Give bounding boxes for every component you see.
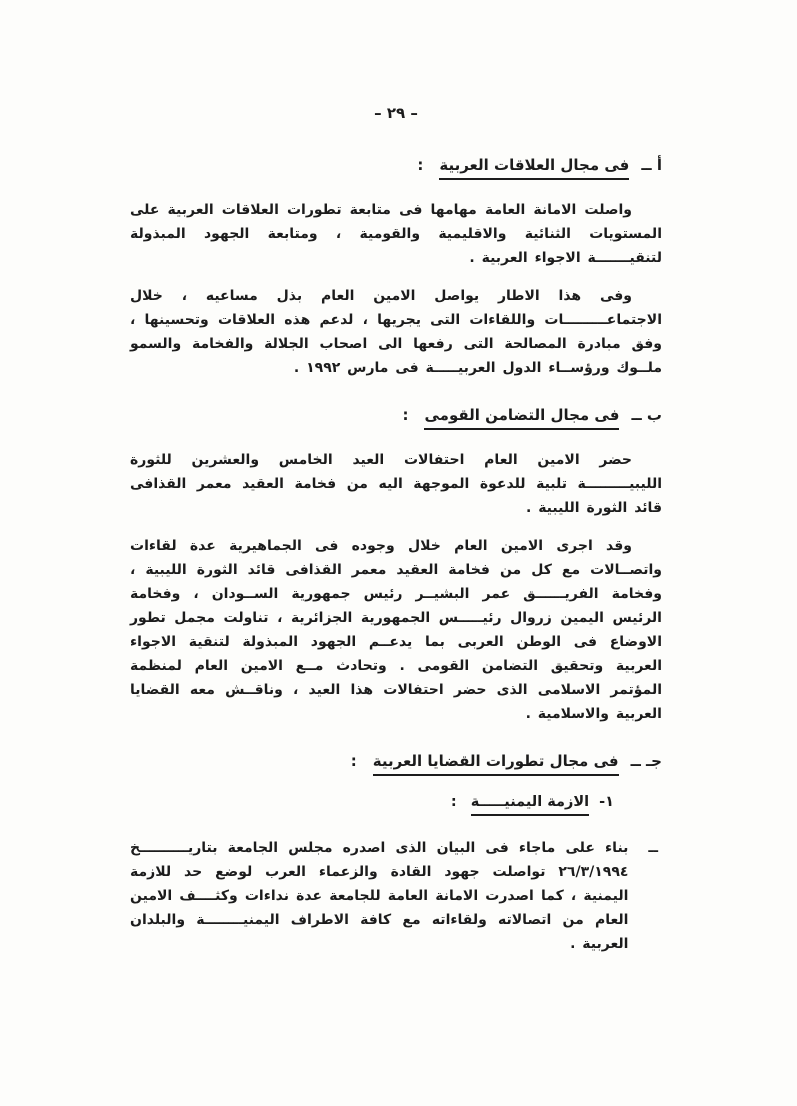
section-heading-arab-relations — [130, 156, 662, 180]
section-marker: أ ــ — [641, 156, 662, 174]
paragraph: واصلت الامانة العامة مهامها فى متابعة تطورات العلاقات العربية على المستويات الثنائية والاقليمية والقومية ، ومتابعة الجهود المبذولة لتنقيـــــــة الاجواء العربية . — [130, 202, 662, 266]
paragraph: وفى هذا الاطار يواصل الامين العام بذل مساعيه ، خلال الاجتماعـــــــــات واللقاءات التى يجريها ، لدعم هذه العلاقات وتحسينها ، وفق مبادرة المصالحة التى رفعها الى اصحاب الجلالة والفخامة والسمو ملــوك ورؤســاء الدول العربيـــــة فى مارس ١٩٩٢ . — [130, 288, 662, 376]
section-title: فى مجال التضامن القومى — [424, 406, 619, 430]
paragraph: حضر الامين العام احتفالات العيد الخامس والعشرين للثورة الليبيـــــــــة تلبية للدعوة الموجهة اليه من فخامة العقيد معمر القذافى قائد الثورة الليبية . — [130, 452, 662, 516]
list-item — [130, 836, 662, 956]
subsection-title: الازمة اليمنيـــــة — [471, 794, 589, 816]
subsection-marker: ١- — [599, 794, 614, 810]
section-title: فى مجال تطورات القضايا العربية — [373, 752, 619, 776]
heading-colon: : — [417, 156, 424, 174]
heading-colon: : — [402, 406, 409, 424]
section-marker: ب ــ — [631, 406, 662, 424]
page-content — [130, 104, 662, 982]
paragraph: وقد اجرى الامين العام خلال وجوده فى الجماهيرية عدة لقاءات واتصــالات مع كل من فخامة العقيد معمر القذافى قائد الثورة الليبية ، وفخامة الفريــــــق عمر البشيــر رئيس جمهورية الســودان ، وفخامة الرئيس اليمين زروال رئيـــــس الجمهورية الجزائرية ، تناولت مجمل تطور الاوضاع فى الوطن العربى بما يدعــم الجهود المبذولة لتنقية الاجواء العربية وتحقيق التضامن القومى . وتحادث مــع الامين العام لمنظمة المؤتمر الاسلامى الذى حضر احتفالات هذا العيد ، وناقــش معه القضايا العربية والاسلامية . — [130, 538, 662, 722]
section-arab-issues — [130, 752, 662, 956]
heading-colon: : — [450, 794, 457, 810]
section-heading-arab-issues — [130, 752, 662, 776]
list-item-dash: ــ — [648, 840, 658, 856]
heading-colon: : — [350, 752, 357, 770]
list-item-text: بناء على ماجاء فى البيان الذى اصدره مجلس الجامعة بتاريــــــــــخ ٢٦/٣/١٩٩٤ تواصلت جهود القادة والزعماء العرب لوضع حد للازمة اليمنية ، كما اصدرت الامانة العامة للجامعة عدة نداءات وكثــــف الامين العام من اتصالاته ولقاءاته مع كافة الاطراف اليمنيــــــــة والبلدان العربية . — [130, 840, 629, 952]
section-heading-national-solidarity — [130, 406, 662, 430]
section-marker: جـ ــ — [630, 752, 662, 770]
section-arab-relations — [130, 156, 662, 380]
section-title: فى مجال العلاقات العربية — [439, 156, 629, 180]
page-number: – ٢٩ – — [374, 104, 418, 122]
section-national-solidarity — [130, 406, 662, 726]
subsection-yemeni-crisis — [130, 794, 662, 956]
subsection-heading-yemeni-crisis — [130, 794, 662, 816]
